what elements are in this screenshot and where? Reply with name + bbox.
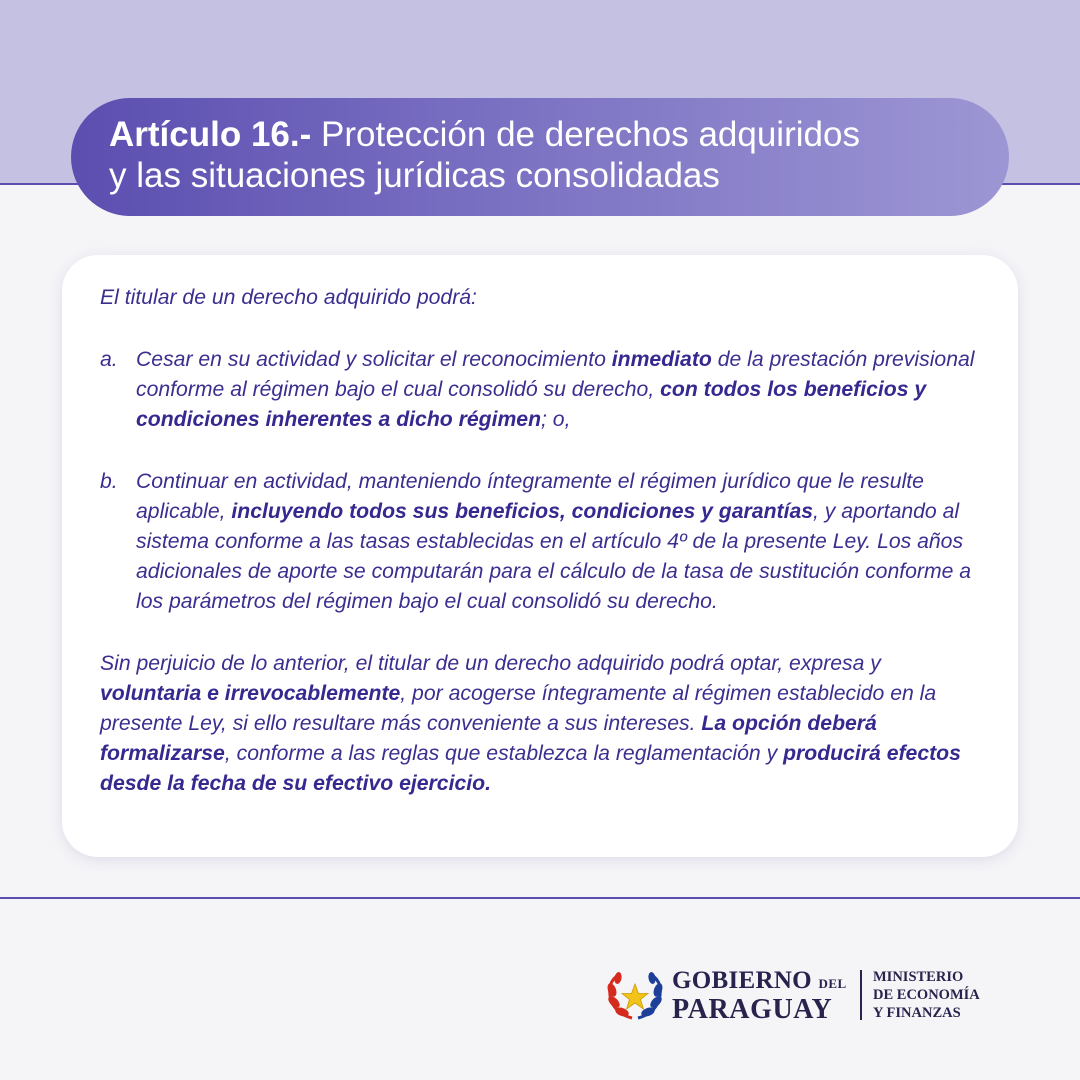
list-item-b [100,467,982,617]
article-title: Protección de derechos adquiridos [321,115,860,154]
text-segment: , por acogerse íntegramente al régimen establecido en la presente Ley, si ello resultare más conveniente a sus intereses. [100,682,937,735]
article-title-line2: y las situaciones jurídicas consolidadas [109,156,720,195]
article-label: Artículo 16.- [109,115,312,154]
closing-paragraph [100,649,982,799]
list-item-a-text [136,345,982,435]
ministry-line3: Y FINANZAS [873,1005,961,1021]
emphasis-segment: voluntaria e irrevocablemente [100,682,401,705]
government-logo [606,966,996,1026]
ministry-line2: DE ECONOMÍA [873,987,980,1003]
text-segment: Cesar en su actividad y solicitar el reconocimiento [136,348,612,371]
ministry-name [873,968,980,1022]
gob-line1: GOBIERNO [672,967,812,994]
emphasis-segment: incluyendo todos sus beneficios, condiciones y garantías [231,500,814,523]
gob-del: DEL [818,976,847,991]
text-segment: de la prestación previsional conforme al régimen bajo el cual consolidó su derecho, [136,348,975,401]
text-segment: ; o, [541,408,571,431]
text-segment: Continuar en actividad, manteniendo íntegramente el régimen jurídico que le resulte aplicable, [136,470,924,523]
intro-text: El titular de un derecho adquirido podrá: [100,286,477,309]
emphasis-segment: con todos los beneficios y condiciones inherentes a dicho régimen [136,378,927,431]
list-item-a [100,345,982,435]
article-title-banner [71,98,1009,216]
gob-line2: PARAGUAY [672,994,833,1025]
emphasis-segment: inmediato [611,348,712,371]
laurel-star-emblem-icon [606,968,664,1022]
text-segment: Sin perjuicio de lo anterior, el titular de un derecho adquirido podrá optar, expresa y [100,652,881,675]
logo-divider [860,970,862,1020]
list-marker-b: b. [100,470,118,493]
text-segment: , conforme a las reglas que establezca la reglamentación y [224,742,784,765]
list-item-b-text [136,467,982,617]
text-segment: , y aportando al sistema conforme a las tasas establecidas en el artículo 4º de la presente Ley. Los años adicionales de aporte se computarán para el cálculo de la tasa de sustitución conforme a los parámetros del régimen bajo el cual consolidó su derecho. [136,500,972,613]
list-marker-a: a. [100,348,118,371]
bottom-divider-line [0,897,1080,899]
emphasis-segment: producirá efectos desde la fecha de su efectivo ejercicio. [100,742,961,795]
government-name [672,968,847,1024]
article-text-card [62,255,1018,857]
emphasis-segment: La opción deberá formalizarse [100,712,877,765]
ministry-line1: MINISTERIO [873,969,964,985]
